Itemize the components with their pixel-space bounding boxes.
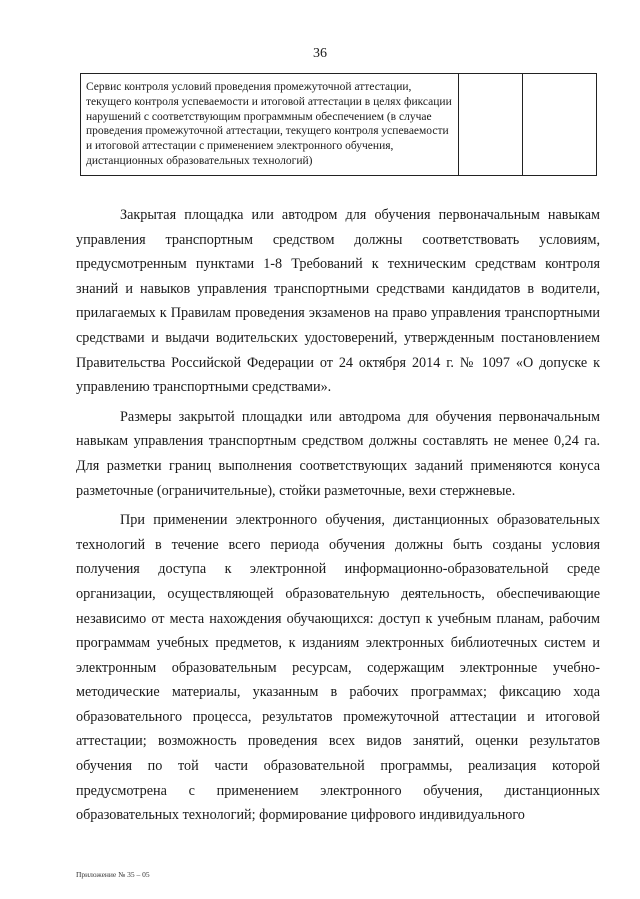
paragraph-e-learning: При применении электронного обучения, дистанционных образовательных технологий в течение всего периода обучения должны быть созданы условия получения доступа к электронной информационно-образовательной среде организации, осуществляющей образовательную деятельность, обеспечивающие независимо от места нахождения обучающихся: доступ к учебным планам, рабочим программам учебных предметов, к изданиям электронных библиотечных систем и электронным образовательным ресурсам, содержащим электронные учебно-методические материалы, указанным в рабочих программах; фиксацию хода образовательного процесса, результатов промежуточной аттестации и итоговой аттестации; возможность проведения всех видов занятий, оценки результатов обучения по той части образовательной программы, реализация которой предусмотрена с применением электронного обучения, дистанционных образовательных технологий; формирование цифрового индивидуального [76,512,600,824]
page-number: 36 [313,46,327,61]
paragraph-training-ground: Закрытая площадка или автодром для обучения первоначальным навыкам управления транспортным средством должны соответствовать условиям, предусмотренным пунктами 1-8 Требований к техническим средствам контроля знаний и навыков управления транспортными средствами кандидатов в водители, прилагаемых к Правилам проведения экзаменов на право управления транспортными средствами и выдачи водительских удостоверений, утвержденным постановлением Правительства Российской Федерации от 24 октября 2014 г. № 1097 «О допуске к управлению транспортными средствами». [76,207,600,396]
requirements-table [80,73,597,176]
page-footer: Приложение № 35 – 05 [76,870,150,879]
table-cell-empty-1 [459,74,523,176]
table-row [81,74,597,176]
table-cell-description: Сервис контроля условий проведения промежуточной аттестации, текущего контроля успеваемости и итоговой аттестации в целях фиксации нарушений с соответствующим программным обеспечением (в случае проведения промежуточной аттестации, текущего контроля успеваемости и итоговой аттестации с применением электронного обучения, дистанционных образовательных технологий) [81,74,459,176]
table-cell-empty-2 [523,74,597,176]
body-text [76,203,600,828]
paragraph-ground-size: Размеры закрытой площадки или автодрома для обучения первоначальным навыкам управления транспортным средством должны составлять не менее 0,24 га. Для разметки границ выполнения соответствующих заданий применяются конуса разметочные (ограничительные), стойки разметочные, вехи стержневые. [76,408,600,499]
